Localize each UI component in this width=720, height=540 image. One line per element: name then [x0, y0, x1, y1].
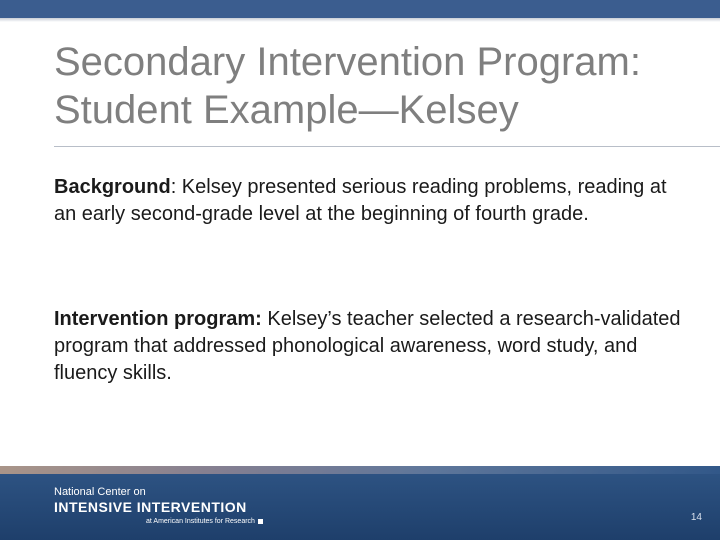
background-text: : Kelsey presented serious reading problems, reading at an early second-grade level at the beginning of fourth grade. [54, 176, 667, 225]
footer-accent-stripe [0, 466, 720, 474]
logo-line-3-text: at American Institutes for Research [146, 518, 255, 525]
top-bar-shadow [0, 18, 720, 22]
slide-title-line-1: Secondary Intervention Program: [54, 40, 641, 84]
background-paragraph [54, 174, 694, 228]
slide-title [54, 38, 714, 134]
air-square-icon [258, 519, 263, 524]
intervention-paragraph [54, 306, 694, 387]
intervention-label: Intervention program: [54, 308, 262, 330]
logo-line-3 [146, 516, 263, 528]
background-label: Background [54, 176, 171, 198]
intervention-text: Kelsey’s teacher selected a research-validated program that addressed phonological awareness, word study, and fluency skills. [54, 308, 681, 384]
ncii-logo [54, 486, 263, 528]
logo-line-1: National Center on [54, 486, 146, 498]
top-bar [0, 0, 720, 18]
logo-line-2: INTENSIVE INTERVENTION [54, 499, 247, 515]
title-divider [54, 146, 720, 147]
page-number: 14 [690, 512, 702, 523]
slide-title-line-2: Student Example—Kelsey [54, 88, 519, 132]
